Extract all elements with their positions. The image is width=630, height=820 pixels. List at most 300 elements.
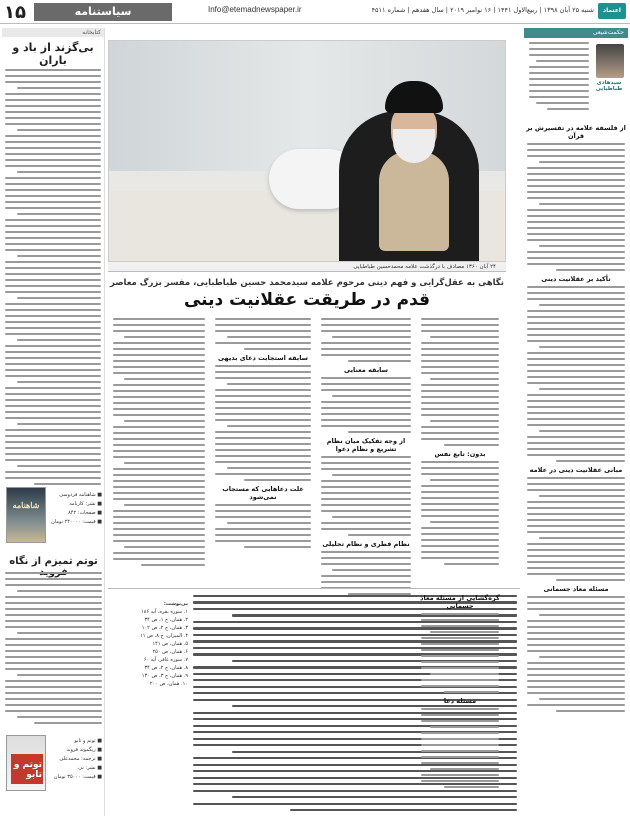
text-line bbox=[5, 405, 101, 407]
text-line bbox=[421, 473, 499, 475]
divider bbox=[108, 588, 520, 589]
text-line bbox=[321, 324, 411, 326]
text-line bbox=[5, 578, 102, 580]
text-line bbox=[527, 370, 625, 372]
text-line bbox=[529, 90, 589, 92]
text-line bbox=[113, 474, 205, 476]
heading: بدون: تابع نفس bbox=[434, 450, 486, 458]
text-line bbox=[421, 750, 499, 752]
text-line bbox=[113, 414, 205, 416]
text-line bbox=[5, 195, 101, 197]
text-line bbox=[527, 286, 625, 288]
text-line bbox=[527, 328, 625, 330]
text-line bbox=[430, 673, 499, 675]
book2-info-line: ■ ترجمه: محمدعلی bbox=[59, 756, 102, 762]
text-line bbox=[527, 638, 625, 640]
text-line bbox=[17, 381, 101, 383]
text-line bbox=[539, 614, 625, 616]
right-column bbox=[524, 40, 628, 816]
text-line bbox=[527, 227, 625, 229]
text-line bbox=[5, 441, 101, 443]
left-section2-title: توتم تمیزم از نگاه bbox=[9, 556, 98, 567]
text-line bbox=[421, 720, 499, 722]
text-line bbox=[5, 303, 101, 305]
text-line bbox=[5, 249, 101, 251]
text-line bbox=[321, 486, 411, 488]
book1-info-line: ■ صفحات: ۸۴۲ bbox=[68, 510, 102, 516]
text-line bbox=[421, 515, 499, 517]
book-cover-title: توتم و تابو bbox=[13, 760, 42, 780]
text-line bbox=[321, 401, 411, 403]
book2-info-line: ■ زیگموند فروید bbox=[66, 747, 102, 753]
text-line bbox=[5, 141, 101, 143]
text-line bbox=[5, 411, 101, 413]
text-line bbox=[527, 555, 625, 557]
text-line bbox=[215, 365, 311, 367]
text-line bbox=[113, 528, 205, 530]
text-line bbox=[421, 497, 499, 499]
text-line bbox=[215, 324, 311, 326]
text-line bbox=[539, 304, 625, 306]
text-line bbox=[539, 537, 625, 539]
text-line bbox=[527, 644, 625, 646]
text-line bbox=[215, 510, 311, 512]
text-line bbox=[444, 563, 499, 565]
book-cover-totem bbox=[6, 735, 46, 791]
text-line bbox=[527, 448, 625, 450]
text-line bbox=[529, 48, 589, 50]
book2-info-line: ■ توتم و تابو bbox=[74, 738, 102, 744]
text-line bbox=[527, 674, 625, 676]
reference-item: ۵. همان، ص ۱۴۱ bbox=[152, 641, 188, 647]
text-line bbox=[113, 342, 205, 344]
text-line bbox=[227, 383, 311, 385]
book1-info bbox=[50, 492, 102, 528]
text-line bbox=[215, 437, 311, 439]
text-line bbox=[332, 569, 411, 571]
text-line bbox=[321, 575, 411, 577]
text-line bbox=[5, 447, 101, 449]
text-line bbox=[444, 691, 499, 693]
text-line bbox=[5, 453, 101, 455]
text-line bbox=[113, 456, 205, 458]
text-line bbox=[421, 491, 499, 493]
book-cover-shahnameh bbox=[6, 487, 46, 543]
text-line bbox=[5, 668, 102, 670]
text-column-1 bbox=[418, 318, 502, 565]
reference-item: ۳. همان، ج ۲، ص ۱۰۲ bbox=[141, 625, 188, 631]
text-line bbox=[527, 454, 625, 456]
lead-photo bbox=[108, 40, 506, 262]
text-line bbox=[113, 492, 205, 494]
text-line bbox=[527, 179, 625, 181]
text-line bbox=[215, 401, 311, 403]
text-line bbox=[321, 377, 411, 379]
text-line bbox=[421, 661, 499, 663]
left-column-article bbox=[2, 69, 104, 509]
text-line bbox=[5, 237, 101, 239]
text-line bbox=[444, 444, 499, 446]
text-line bbox=[527, 215, 625, 217]
text-line bbox=[5, 644, 102, 646]
text-line bbox=[527, 436, 625, 438]
text-line bbox=[527, 221, 625, 223]
text-line bbox=[113, 498, 205, 500]
text-line bbox=[527, 626, 625, 628]
text-line bbox=[527, 692, 625, 694]
text-line bbox=[527, 507, 625, 509]
text-line bbox=[321, 581, 411, 583]
text-line bbox=[527, 483, 625, 485]
text-line bbox=[321, 354, 411, 356]
text-line bbox=[215, 431, 311, 433]
text-line bbox=[5, 620, 102, 622]
text-line bbox=[421, 318, 499, 320]
text-line bbox=[5, 435, 101, 437]
page-number: ۱۵ bbox=[4, 2, 26, 23]
text-line bbox=[321, 563, 411, 565]
text-line bbox=[5, 333, 101, 335]
text-column-4 bbox=[110, 318, 208, 566]
text-line bbox=[421, 366, 499, 368]
text-line bbox=[421, 762, 499, 764]
text-line bbox=[113, 360, 205, 362]
text-line bbox=[113, 402, 205, 404]
text-line bbox=[5, 363, 101, 365]
text-line bbox=[539, 495, 625, 497]
text-line bbox=[430, 479, 499, 481]
references bbox=[108, 600, 188, 688]
text-line bbox=[113, 384, 205, 386]
text-line bbox=[113, 552, 205, 554]
text-line bbox=[5, 225, 101, 227]
text-line bbox=[527, 197, 625, 199]
heading: مسئله دعا bbox=[443, 697, 477, 705]
text-line bbox=[421, 613, 499, 615]
text-line bbox=[321, 348, 411, 350]
text-line bbox=[244, 479, 311, 481]
photo-caption: ۲۴ آبان ۱۳۶۰ مصادف با درگذشت علامه محمدحسین طباطبایی bbox=[108, 262, 506, 272]
text-line bbox=[321, 557, 411, 559]
text-line bbox=[215, 395, 311, 397]
text-line bbox=[421, 426, 499, 428]
text-line bbox=[421, 396, 499, 398]
text-line bbox=[421, 485, 499, 487]
text-line bbox=[527, 477, 625, 479]
text-line bbox=[113, 450, 205, 452]
text-line bbox=[527, 167, 625, 169]
text-line bbox=[421, 637, 499, 639]
text-line bbox=[527, 513, 625, 515]
text-line bbox=[215, 389, 311, 391]
text-line bbox=[421, 324, 499, 326]
author-avatar bbox=[596, 44, 624, 78]
text-line bbox=[5, 267, 101, 269]
text-line bbox=[421, 461, 499, 463]
text-line bbox=[17, 674, 102, 676]
text-line bbox=[321, 413, 411, 415]
text-line bbox=[527, 143, 625, 145]
text-line bbox=[215, 318, 311, 320]
text-line bbox=[5, 656, 102, 658]
text-line bbox=[17, 171, 101, 173]
text-line bbox=[527, 382, 625, 384]
text-line bbox=[527, 680, 625, 682]
text-line bbox=[113, 372, 205, 374]
text-line bbox=[113, 468, 205, 470]
text-line bbox=[113, 534, 205, 536]
text-line bbox=[232, 796, 517, 798]
text-line bbox=[34, 483, 101, 485]
text-line bbox=[5, 459, 101, 461]
text-line bbox=[5, 273, 101, 275]
text-line bbox=[5, 243, 101, 245]
text-line bbox=[113, 522, 205, 524]
text-line bbox=[527, 543, 625, 545]
text-line bbox=[421, 738, 499, 740]
text-line bbox=[539, 203, 625, 205]
text-line bbox=[421, 432, 499, 434]
text-line bbox=[527, 185, 625, 187]
text-line bbox=[332, 395, 411, 397]
text-line bbox=[113, 390, 205, 392]
text-line bbox=[421, 619, 499, 621]
right-column-intro bbox=[526, 42, 592, 118]
text-line bbox=[141, 564, 205, 566]
text-line bbox=[421, 408, 499, 410]
text-line bbox=[421, 655, 499, 657]
text-line bbox=[421, 679, 499, 681]
section-kicker: حکمت‌شیعی bbox=[524, 28, 628, 38]
text-line bbox=[321, 462, 411, 464]
text-line bbox=[5, 219, 101, 221]
text-line bbox=[527, 364, 625, 366]
text-line bbox=[527, 549, 625, 551]
text-line bbox=[556, 710, 625, 712]
text-line bbox=[527, 596, 625, 598]
text-line bbox=[527, 316, 625, 318]
text-line bbox=[124, 378, 205, 380]
text-line bbox=[348, 534, 411, 536]
text-line bbox=[124, 504, 205, 506]
text-line bbox=[321, 456, 411, 458]
text-line bbox=[527, 632, 625, 634]
text-line bbox=[321, 342, 411, 344]
text-line bbox=[5, 99, 101, 101]
text-line bbox=[113, 354, 205, 356]
text-line bbox=[529, 66, 589, 68]
text-line bbox=[5, 153, 101, 155]
text-line bbox=[536, 60, 589, 62]
text-line bbox=[113, 510, 205, 512]
text-line bbox=[5, 399, 101, 401]
reference-item: ۱۰. همان، ص ۲۰۰ bbox=[149, 681, 188, 687]
text-line bbox=[321, 383, 411, 385]
text-line bbox=[421, 402, 499, 404]
book2-info-line: ■ نشر: نی bbox=[78, 765, 102, 771]
text-line bbox=[421, 533, 499, 535]
text-line bbox=[215, 528, 311, 530]
text-line bbox=[5, 327, 101, 329]
text-line bbox=[5, 165, 101, 167]
reference-item: ۶. همان، ص ۲۵۰ bbox=[152, 649, 188, 655]
text-line bbox=[215, 371, 311, 373]
text-line bbox=[215, 443, 311, 445]
text-line bbox=[113, 540, 205, 542]
text-line bbox=[5, 321, 101, 323]
text-line bbox=[34, 722, 102, 724]
book2-info bbox=[50, 738, 102, 783]
text-line bbox=[5, 117, 101, 119]
text-line bbox=[527, 406, 625, 408]
text-line bbox=[17, 87, 101, 89]
text-line bbox=[430, 336, 499, 338]
text-line bbox=[527, 173, 625, 175]
text-line bbox=[527, 489, 625, 491]
text-line bbox=[113, 444, 205, 446]
text-line bbox=[332, 516, 411, 518]
page-header bbox=[0, 0, 630, 24]
text-line bbox=[527, 352, 625, 354]
text-line bbox=[5, 345, 101, 347]
text-line bbox=[527, 418, 625, 420]
heading: سابقه معنایی bbox=[344, 366, 388, 374]
text-line bbox=[527, 400, 625, 402]
text-line bbox=[321, 318, 411, 320]
text-line bbox=[5, 387, 101, 389]
text-line bbox=[332, 474, 411, 476]
text-line bbox=[17, 129, 101, 131]
text-line bbox=[5, 614, 102, 616]
reference-item: ۲. همان، ج ۱، ص ۳۴ bbox=[144, 617, 188, 623]
text-line bbox=[113, 330, 205, 332]
text-line bbox=[332, 336, 411, 338]
text-line bbox=[321, 425, 411, 427]
text-line bbox=[321, 504, 411, 506]
text-line bbox=[5, 608, 102, 610]
text-line bbox=[527, 662, 625, 664]
text-line bbox=[421, 348, 499, 350]
text-line bbox=[5, 279, 101, 281]
text-line bbox=[5, 572, 102, 574]
text-line bbox=[5, 638, 102, 640]
text-line bbox=[527, 668, 625, 670]
heading: مبانی عقلانیت دینی در علامه bbox=[529, 466, 623, 474]
text-line bbox=[527, 567, 625, 569]
text-line bbox=[113, 324, 205, 326]
text-line bbox=[5, 81, 101, 83]
email-address[interactable]: Info@etemadnewspaper.ir bbox=[208, 5, 302, 14]
reference-item: ۷. سوره غافر، آیه ۶۰ bbox=[143, 657, 188, 663]
text-line bbox=[5, 698, 102, 700]
text-line bbox=[547, 108, 589, 110]
text-line bbox=[113, 438, 205, 440]
text-line bbox=[421, 714, 499, 716]
text-line bbox=[5, 471, 101, 473]
text-line bbox=[5, 315, 101, 317]
text-line bbox=[527, 334, 625, 336]
text-line bbox=[527, 263, 625, 265]
text-column-3 bbox=[212, 318, 314, 548]
text-line bbox=[5, 69, 101, 71]
text-line bbox=[5, 369, 101, 371]
text-line bbox=[430, 768, 499, 770]
text-line bbox=[430, 378, 499, 380]
text-line bbox=[539, 245, 625, 247]
text-line bbox=[527, 155, 625, 157]
text-line bbox=[527, 310, 625, 312]
text-line bbox=[321, 468, 411, 470]
text-line bbox=[421, 467, 499, 469]
text-line bbox=[215, 342, 311, 344]
text-line bbox=[527, 442, 625, 444]
text-line bbox=[227, 522, 311, 524]
text-line bbox=[113, 366, 205, 368]
heading: تأکید بر عقلانیت دینی bbox=[541, 275, 611, 283]
text-line bbox=[321, 389, 411, 391]
text-line bbox=[444, 786, 499, 788]
text-line bbox=[227, 467, 311, 469]
text-line bbox=[421, 780, 499, 782]
text-line bbox=[215, 449, 311, 451]
text-line bbox=[421, 774, 499, 776]
left-column-title: بی‌گزند از باد و باران bbox=[12, 41, 94, 67]
text-line bbox=[527, 191, 625, 193]
text-line bbox=[421, 545, 499, 547]
text-line bbox=[215, 473, 311, 475]
text-line bbox=[113, 348, 205, 350]
text-line bbox=[5, 686, 102, 688]
text-line bbox=[215, 540, 311, 542]
book-cover-title: شاهنامه bbox=[12, 500, 40, 510]
text-line bbox=[5, 207, 101, 209]
text-line bbox=[321, 492, 411, 494]
text-line bbox=[215, 516, 311, 518]
right-column-body bbox=[524, 120, 628, 712]
text-line bbox=[421, 342, 499, 344]
text-line bbox=[430, 726, 499, 728]
text-line bbox=[5, 147, 101, 149]
text-line bbox=[527, 298, 625, 300]
text-line bbox=[5, 231, 101, 233]
text-line bbox=[527, 424, 625, 426]
text-line bbox=[124, 462, 205, 464]
text-line bbox=[527, 602, 625, 604]
text-line bbox=[539, 430, 625, 432]
heading: گره‌گشایی از مسئله معاد جسمانی bbox=[420, 594, 500, 610]
newspaper-logo: اعتماد bbox=[598, 3, 626, 19]
text-line bbox=[421, 667, 499, 669]
text-line bbox=[124, 420, 205, 422]
text-line bbox=[529, 78, 589, 80]
text-line bbox=[527, 704, 625, 706]
text-line bbox=[215, 419, 311, 421]
text-line bbox=[430, 631, 499, 633]
text-line bbox=[321, 551, 411, 553]
text-line bbox=[113, 480, 205, 482]
text-line bbox=[536, 102, 589, 104]
text-line bbox=[527, 501, 625, 503]
text-line bbox=[290, 809, 517, 811]
text-line bbox=[539, 698, 625, 700]
text-line bbox=[5, 602, 102, 604]
reference-item: ۴. المیزان، ج ۸، ص ۱۱ bbox=[140, 633, 188, 639]
text-line bbox=[421, 354, 499, 356]
text-line bbox=[421, 414, 499, 416]
text-line bbox=[527, 412, 625, 414]
text-line bbox=[527, 531, 625, 533]
text-line bbox=[17, 465, 101, 467]
